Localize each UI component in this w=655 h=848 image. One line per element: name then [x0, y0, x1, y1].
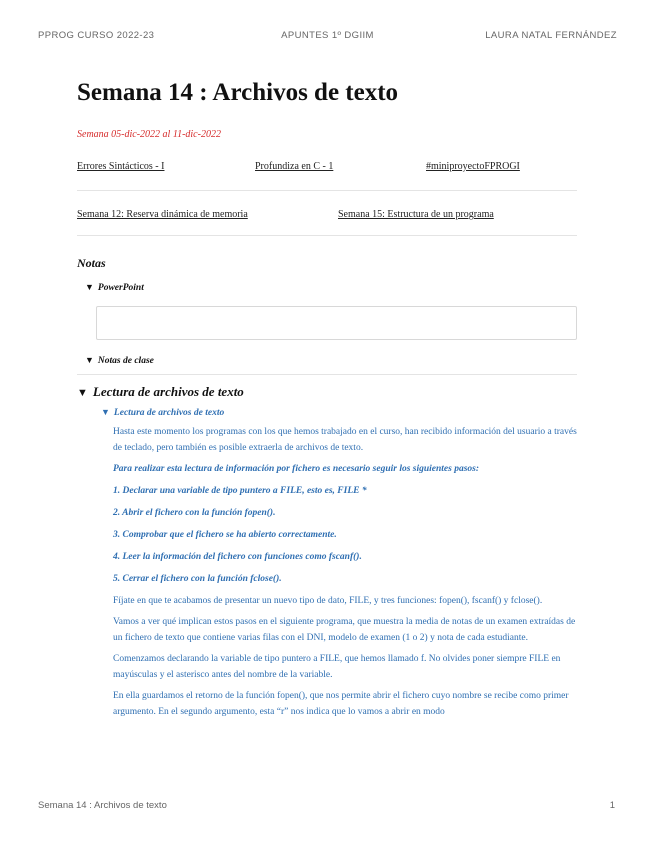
nav-row — [77, 209, 577, 223]
step-item: 2. Abrir el fichero con la función fopen(). — [113, 508, 276, 518]
triangle-down-icon: ▼ — [85, 355, 94, 365]
section-toggle[interactable] — [77, 384, 577, 400]
body-paragraph: Comenzamos declarando la variable de tipo puntero a FILE, que hemos llamado f. No olvides poner siempre FILE en mayúsculas y el asterisco antes del nombre de la variable. — [113, 654, 561, 680]
notas-clase-toggle[interactable] — [85, 355, 577, 366]
triangle-down-icon: ▼ — [85, 282, 94, 292]
step-item: 1. Declarar una variable de tipo puntero a FILE, esto es, FILE * — [113, 486, 367, 496]
page-number: 1 — [609, 800, 615, 811]
powerpoint-embed[interactable] — [96, 306, 577, 340]
triangle-down-icon: ▼ — [101, 407, 110, 417]
header-notes: APUNTES 1º DGIIM — [281, 30, 374, 41]
intro-paragraph: Hasta este momento los programas con los que hemos trabajado en el curso, han recibido información del usuario a través de teclado, pero también es posible extraerla de archivos de texto. — [113, 427, 577, 453]
divider — [77, 190, 577, 191]
header-course: PPROG CURSO 2022-23 — [38, 30, 155, 41]
divider — [77, 235, 577, 236]
triangle-down-icon: ▼ — [77, 387, 88, 399]
section-body — [113, 424, 577, 720]
tag-link-miniproyecto[interactable]: #miniproyectoFPROGI — [426, 161, 520, 172]
footer-title: Semana 14 : Archivos de texto — [38, 800, 167, 811]
step-item: 4. Leer la información del fichero con funciones como fscanf(). — [113, 552, 362, 562]
section-heading: Lectura de archivos de texto — [92, 384, 244, 399]
next-week-link[interactable]: Semana 15: Estructura de un programa — [338, 209, 494, 220]
header-author: LAURA NATAL FERNÁNDEZ — [485, 30, 617, 41]
page-content — [77, 76, 577, 725]
notas-clase-label: Notas de clase — [97, 356, 154, 366]
notas-heading: Notas — [77, 256, 106, 270]
powerpoint-label: PowerPoint — [97, 283, 144, 293]
steps-intro: Para realizar esta lectura de información por fichero es necesario seguir los siguientes pasos: — [113, 464, 480, 474]
step-item: 3. Comprobar que el fichero se ha abierto correctamente. — [113, 530, 337, 540]
powerpoint-toggle[interactable] — [85, 282, 577, 293]
body-paragraph: Fíjate en que te acabamos de presentar un nuevo tipo de dato, FILE, y tres funciones: fopen(), fscanf() y fclose(). — [113, 596, 543, 606]
divider — [77, 374, 577, 375]
body-paragraph: En ella guardamos el retorno de la función fopen(), que nos permite abrir el fichero cuyo nombre se recibe como primer argumento. En el segundo argumento, esta “r” nos indica que lo vamos a abrir en modo — [113, 691, 569, 717]
tags-row — [77, 161, 577, 175]
body-paragraph: Vamos a ver qué implican estos pasos en el siguiente programa, que muestra la media de notas de un examen extraídas de un fichero de texto que contiene varias filas con el DNI, modelo de examen (1 o 2) y nota de cada estudiante. — [113, 617, 576, 643]
step-item: 5. Cerrar el fichero con la función fclose(). — [113, 574, 282, 584]
week-range: Semana 05-dic-2022 al 11-dic-2022 — [77, 129, 221, 140]
page-title: Semana 14 : Archivos de texto — [77, 79, 399, 106]
prev-week-link[interactable]: Semana 12: Reserva dinámica de memoria — [77, 209, 248, 220]
tag-link-errores[interactable]: Errores Sintácticos - I — [77, 161, 165, 172]
subsection-label: Lectura de archivos de texto — [113, 408, 225, 418]
tag-link-profundiza[interactable]: Profundiza en C - 1 — [255, 161, 334, 172]
subsection-toggle[interactable] — [101, 407, 577, 418]
